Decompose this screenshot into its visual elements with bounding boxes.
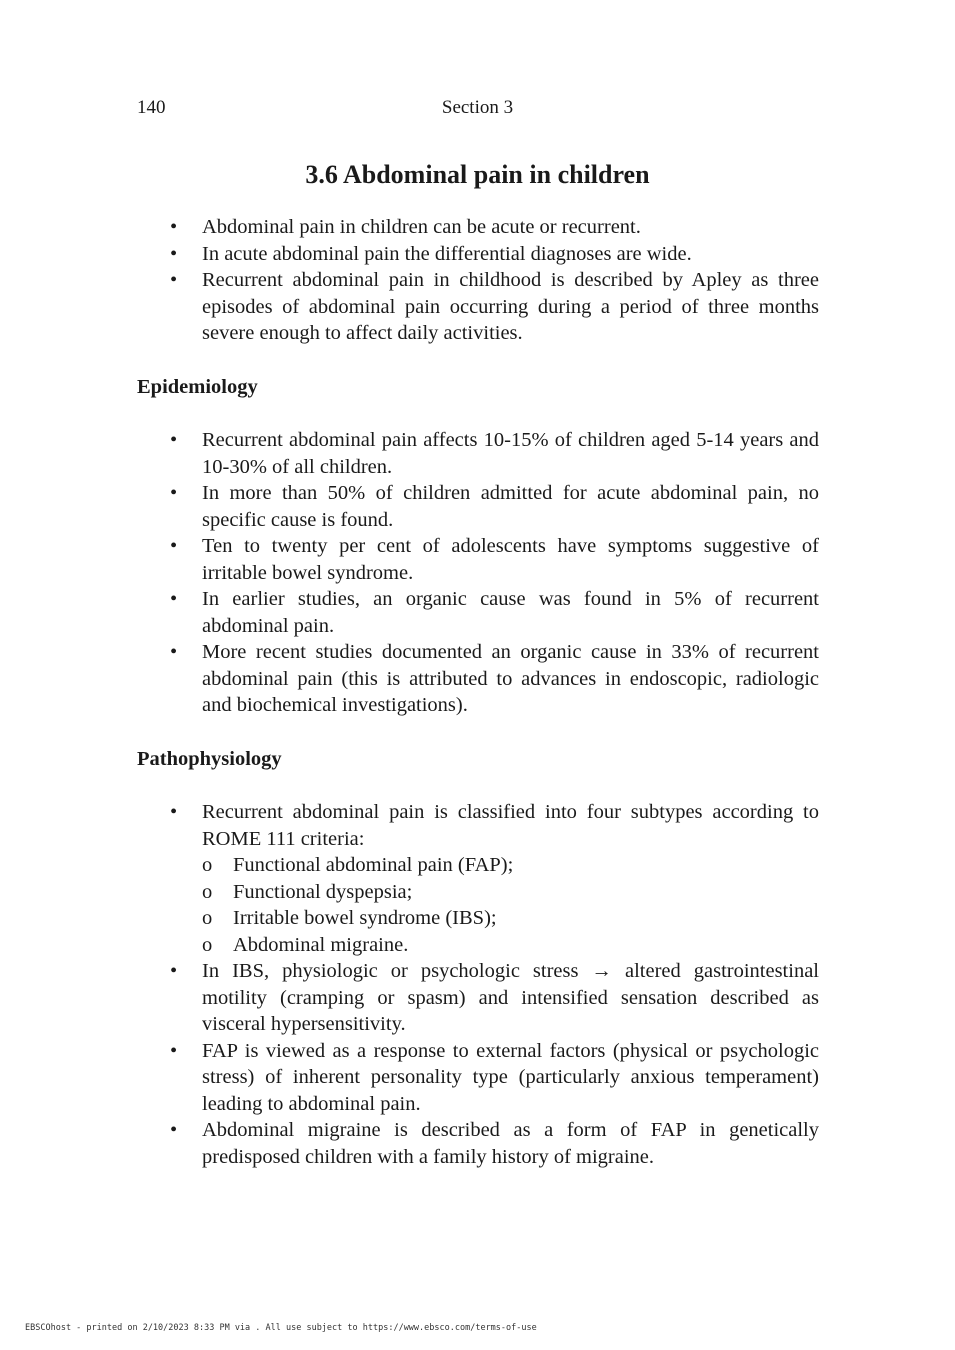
list-item-text: Abdominal pain in children can be acute or recurrent.: [202, 216, 641, 238]
list-item: [137, 586, 819, 639]
sub-bullet-marker: o: [202, 880, 213, 903]
sub-bullet-marker: o: [202, 933, 213, 956]
sub-list-item: [202, 852, 819, 879]
bullet-marker: •: [170, 216, 178, 238]
list-item: [137, 799, 819, 958]
sub-bullet-marker: o: [202, 907, 213, 929]
page-number: 140: [137, 97, 166, 118]
list-item-text: In acute abdominal pain the differential diagnoses are wide.: [202, 242, 692, 265]
running-header: Section 3: [441, 97, 514, 118]
subtype-list: [202, 852, 819, 958]
bullet-marker: •: [170, 1119, 178, 1141]
list-item-text: FAP is viewed as a response to external factors (physical or psychologic stress) of inherent personality type (particularly anxious temperament) leading to abdominal pain.: [202, 1039, 819, 1115]
sub-list-item: [202, 905, 819, 932]
sub-bullet-marker: o: [202, 854, 213, 876]
epidemiology-bullet-list: [137, 427, 819, 719]
bullet-marker: •: [170, 482, 178, 504]
list-item-text: Abdominal migraine is described as a form of FAP in genetically predisposed children with a family history of migraine.: [202, 1119, 819, 1168]
list-item-text: Recurrent abdominal pain affects 10-15% of children aged 5-14 years and 10-30% of all children.: [202, 429, 819, 478]
sub-list-item: [202, 879, 819, 906]
list-item: [137, 480, 819, 533]
sub-list-item-text: Functional dyspepsia;: [233, 880, 413, 903]
list-item: [137, 214, 819, 241]
epidemiology-heading: Epidemiology: [137, 375, 258, 398]
sub-list-item-text: Abdominal migraine.: [233, 933, 409, 956]
bullet-marker: •: [170, 269, 178, 291]
print-footer: EBSCOhost - printed on 2/10/2023 8:33 PM via . All use subject to https://www.ebsco.com/terms-of-use: [25, 1323, 537, 1333]
list-item: [137, 639, 819, 719]
sub-list-item-text: Irritable bowel syndrome (IBS);: [233, 907, 497, 929]
bullet-marker: •: [170, 429, 178, 451]
list-item: [137, 1117, 819, 1170]
list-item: [137, 533, 819, 586]
bullet-marker: •: [170, 242, 178, 265]
list-item: [137, 241, 819, 268]
page-content: [137, 214, 819, 1170]
bullet-marker: •: [170, 1039, 178, 1062]
bullet-marker: •: [170, 535, 178, 557]
list-item-text: Ten to twenty per cent of adolescents have symptoms suggestive of irritable bowel syndrome.: [202, 535, 819, 584]
list-item-text: Recurrent abdominal pain is classified into four subtypes according to ROME 111 criteria:: [202, 801, 819, 850]
list-item-text: In IBS, physiologic or psychologic stress → altered gastrointestinal motility (cramping or spasm) and intensified sensation described as visceral hypersensitivity.: [202, 960, 819, 1035]
list-item-text: More recent studies documented an organic cause in 33% of recurrent abdominal pain (this is attributed to advances in endoscopic, radiologic and biochemical investigations).: [202, 641, 819, 716]
bullet-marker: •: [170, 588, 178, 610]
list-item: [137, 1038, 819, 1118]
pathophysiology-heading: Pathophysiology: [137, 747, 282, 770]
list-item: [137, 958, 819, 1038]
chapter-title: 3.6 Abdominal pain in children: [305, 160, 650, 189]
bullet-marker: •: [170, 641, 178, 663]
list-item-text: In more than 50% of children admitted for acute abdominal pain, no specific cause is found.: [202, 482, 819, 531]
list-item: [137, 427, 819, 480]
intro-bullet-list: [137, 214, 819, 347]
list-item-text: Recurrent abdominal pain in childhood is described by Apley as three episodes of abdominal pain occurring during a period of three months severe enough to affect daily activities.: [202, 269, 819, 344]
sub-list-item-text: Functional abdominal pain (FAP);: [233, 854, 514, 876]
bullet-marker: •: [170, 960, 178, 982]
list-item-text: In earlier studies, an organic cause was found in 5% of recurrent abdominal pain.: [202, 588, 819, 637]
list-item: [137, 267, 819, 347]
pathophysiology-bullet-list: [137, 799, 819, 1170]
sub-list-item: [202, 932, 819, 959]
bullet-marker: •: [170, 801, 178, 823]
